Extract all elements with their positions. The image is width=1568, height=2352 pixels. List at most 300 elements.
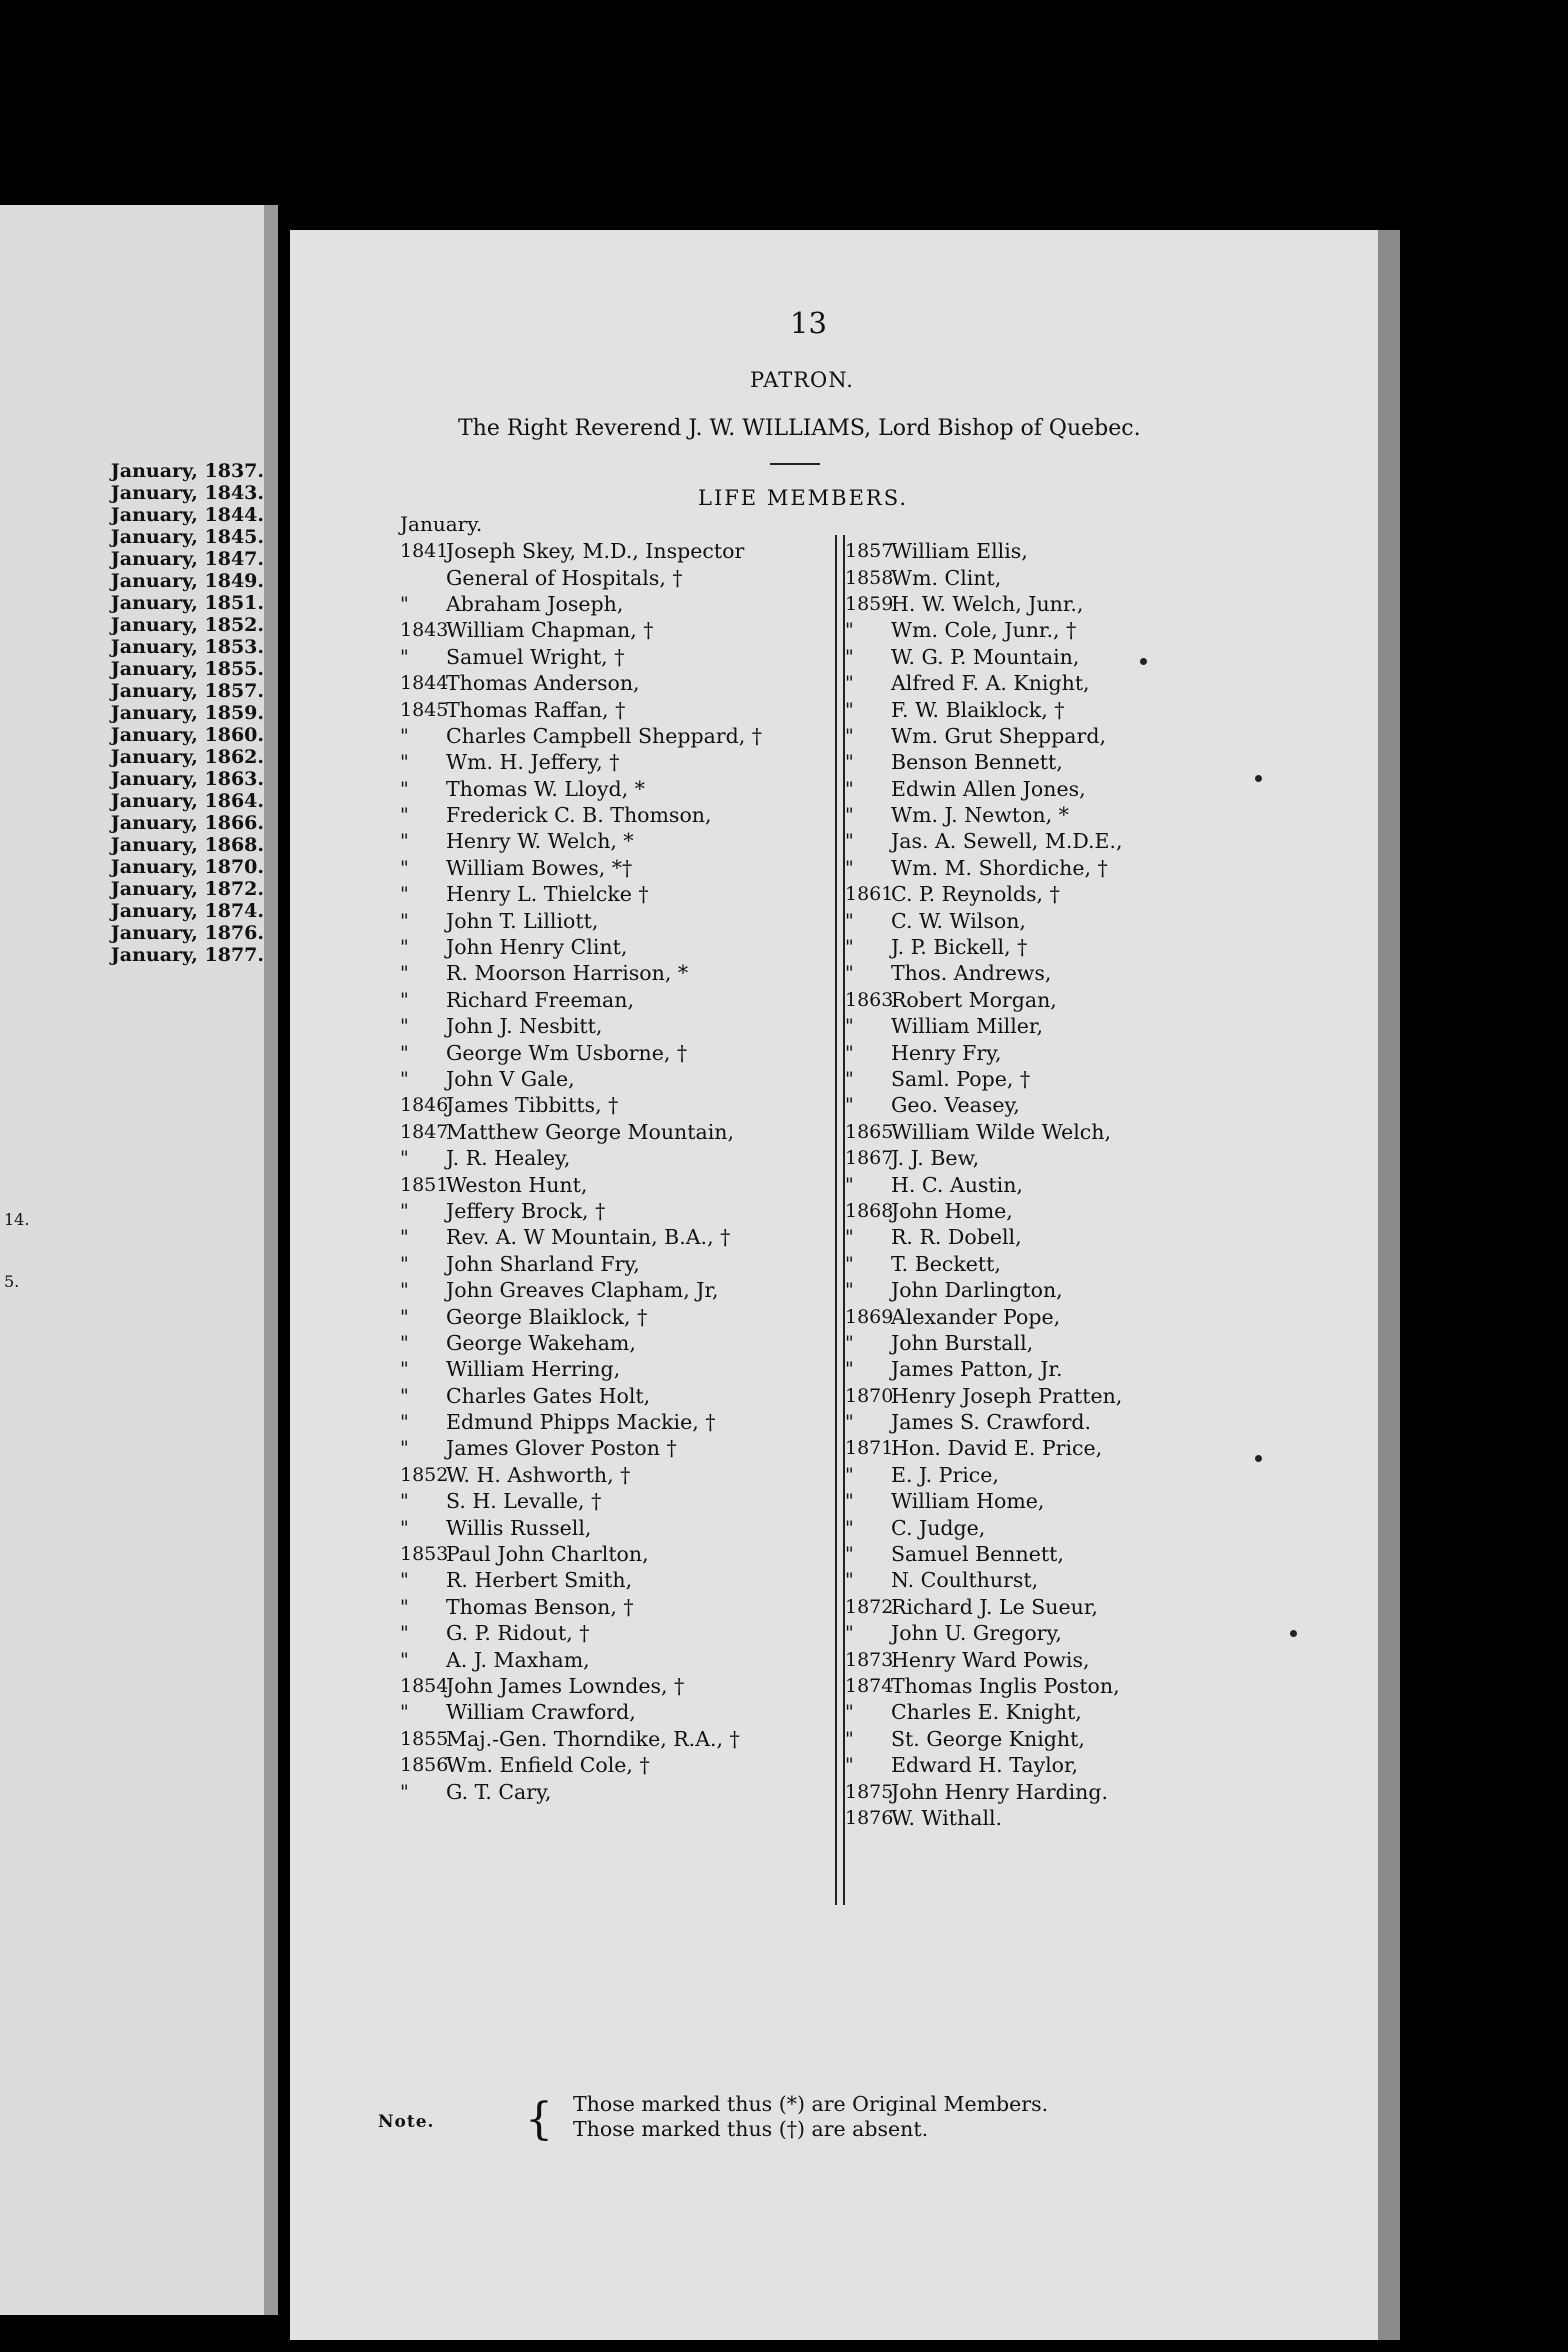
member-year: " (400, 1015, 409, 1038)
member-year: 1853 (400, 1543, 449, 1566)
member-row (400, 538, 830, 564)
left-date-entry: January, 1876. (110, 922, 264, 944)
member-row (400, 802, 830, 828)
member-year: " (400, 1252, 409, 1275)
member-name: James S. Crawford. (891, 1410, 1092, 1435)
left-date-entry: January, 1868. (110, 834, 264, 856)
patron-line: The Right Reverend J. W. WILLIAMS, Lord Bishop of Quebec. (458, 416, 1141, 441)
member-name: W. Withall. (891, 1805, 1003, 1830)
member-row (400, 1462, 830, 1488)
member-name: J. P. Bickell, † (891, 935, 1028, 960)
member-year: " (400, 1780, 409, 1803)
member-year: " (845, 751, 854, 774)
left-date-entry: January, 1844. (110, 504, 264, 526)
member-name: George Wakeham, (446, 1330, 636, 1355)
member-name: John U. Gregory, (891, 1621, 1062, 1646)
member-name: John V Gale, (446, 1067, 575, 1091)
member-year: " (400, 1437, 409, 1460)
member-name: Jas. A. Sewell, M.D.E., (891, 829, 1123, 854)
left-date-entry: January, 1864. (110, 790, 264, 812)
member-row (400, 1330, 830, 1356)
left-date-entry: January, 1874. (110, 900, 264, 922)
member-name: Frederick C. B. Thomson, (446, 803, 712, 828)
member-name: Paul John Charlton, (446, 1542, 649, 1567)
member-name: W. H. Ashworth, † (446, 1462, 631, 1487)
member-row (400, 1013, 830, 1039)
member-year: " (400, 1411, 409, 1434)
member-year: " (845, 1569, 854, 1592)
member-name: W. G. P. Mountain, (891, 644, 1080, 669)
member-year: 1855 (400, 1727, 449, 1750)
member-row (400, 934, 830, 960)
member-name: Thomas W. Lloyd, * (446, 776, 645, 801)
left-fragment: 14. (4, 1210, 30, 1229)
member-year: " (400, 1516, 409, 1539)
member-name: William Wilde Welch, (891, 1119, 1111, 1144)
member-name: Edmund Phipps Mackie, † (446, 1410, 716, 1435)
member-year: 1876 (845, 1806, 894, 1829)
member-year: " (845, 672, 854, 695)
member-name: Benson Bennett, (891, 750, 1063, 775)
member-row (400, 670, 830, 696)
member-name: John Home, (891, 1198, 1013, 1223)
member-row (400, 1752, 830, 1778)
member-row (845, 1805, 1305, 1831)
member-year: 1861 (845, 883, 894, 906)
member-year: " (845, 1279, 854, 1302)
member-row (400, 828, 830, 854)
member-row (845, 1251, 1305, 1277)
member-name: Wm. J. Newton, * (891, 803, 1069, 828)
member-year: 1872 (845, 1595, 894, 1618)
member-year: 1871 (845, 1437, 894, 1460)
member-year: 1865 (845, 1120, 894, 1143)
member-name: C. P. Reynolds, † (891, 882, 1060, 907)
member-year: " (400, 1569, 409, 1592)
page-number: 13 (790, 306, 827, 340)
member-name: Hon. David E. Price, (891, 1436, 1103, 1461)
member-row (400, 1726, 830, 1752)
member-name: Wm. M. Shordiche, † (891, 855, 1108, 880)
note-label: Note. (378, 2112, 435, 2132)
member-name: General of Hospitals, † (446, 565, 683, 590)
member-name: R. Herbert Smith, (446, 1568, 633, 1593)
member-name: Joseph Skey, M.D., Inspector (446, 539, 745, 564)
member-row (845, 1752, 1305, 1778)
member-row (400, 1145, 830, 1171)
member-name: Richard Freeman, (446, 987, 635, 1012)
member-year: " (845, 936, 854, 959)
member-name: Wm. Clint, (891, 565, 1002, 590)
member-row (400, 1119, 830, 1145)
member-year: " (845, 962, 854, 985)
member-year: 1857 (845, 540, 894, 563)
member-name: Charles Gates Holt, (446, 1383, 651, 1408)
member-row (400, 1620, 830, 1646)
member-row (400, 1383, 830, 1409)
member-name: Wm. Enfield Cole, † (446, 1753, 650, 1778)
member-name: Willis Russell, (446, 1515, 592, 1540)
member-name: Abraham Joseph, (446, 591, 624, 616)
member-year: " (400, 1226, 409, 1249)
member-name: Thomas Anderson, (446, 671, 640, 696)
members-column-right (845, 538, 1305, 1831)
left-page (0, 205, 278, 2315)
member-name: C. W. Wilson, (891, 908, 1026, 933)
member-row (845, 670, 1305, 696)
member-row (400, 749, 830, 775)
member-year: " (400, 592, 409, 615)
ink-speck (1290, 1630, 1297, 1637)
left-fragment: 5. (4, 1272, 20, 1291)
left-date-entry: January, 1843. (110, 482, 264, 504)
ink-speck (1255, 1455, 1262, 1462)
member-year: " (400, 1384, 409, 1407)
member-year: 1851 (400, 1173, 449, 1196)
member-name: C. Judge, (891, 1515, 986, 1540)
column-divider (835, 535, 845, 1905)
member-name: R. Moorson Harrison, * (446, 961, 689, 986)
member-row (845, 1198, 1305, 1224)
member-row (400, 1092, 830, 1118)
left-date-entry: January, 1845. (110, 526, 264, 548)
member-row (845, 881, 1305, 907)
member-name: Edward H. Taylor, (891, 1753, 1079, 1778)
left-date-entry: January, 1872. (110, 878, 264, 900)
member-row (400, 1224, 830, 1250)
member-year: " (400, 1358, 409, 1381)
member-year: " (845, 1015, 854, 1038)
member-row (845, 828, 1305, 854)
member-row (845, 776, 1305, 802)
member-name: J. R. Healey, (446, 1146, 571, 1171)
member-row (845, 1778, 1305, 1804)
member-year: " (400, 777, 409, 800)
member-name: J. J. Bew, (891, 1146, 980, 1171)
member-name: Wm. Grut Sheppard, (891, 723, 1106, 748)
members-column-left (400, 538, 830, 1805)
member-name: John James Lowndes, † (446, 1673, 685, 1698)
member-year: " (845, 1463, 854, 1486)
member-year: 1869 (845, 1305, 894, 1328)
member-name: Henry Ward Powis, (891, 1647, 1090, 1672)
member-row (845, 1541, 1305, 1567)
member-row (845, 749, 1305, 775)
member-year: " (845, 1358, 854, 1381)
member-name: Wm. Cole, Junr., † (891, 618, 1077, 643)
member-year: " (845, 1490, 854, 1513)
member-name: Thomas Raffan, † (446, 697, 626, 722)
member-row (400, 1277, 830, 1303)
member-year: " (845, 1727, 854, 1750)
left-date-entry: January, 1877. (110, 944, 264, 966)
member-name: John Darlington, (891, 1278, 1063, 1303)
member-year: " (400, 645, 409, 668)
member-row (845, 591, 1305, 617)
member-row (400, 1594, 830, 1620)
member-name: Alfred F. A. Knight, (891, 671, 1090, 696)
member-row (845, 1646, 1305, 1672)
member-name: H. C. Austin, (891, 1172, 1023, 1197)
member-name: Samuel Bennett, (891, 1542, 1064, 1567)
life-members-heading: LIFE MEMBERS. (698, 486, 909, 510)
member-name: John Henry Harding. (891, 1779, 1109, 1804)
member-row (400, 1514, 830, 1540)
member-row (400, 907, 830, 933)
member-year: " (400, 1147, 409, 1170)
member-name: Henry W. Welch, * (446, 829, 634, 854)
member-year: " (845, 856, 854, 879)
member-year: " (400, 1331, 409, 1354)
member-name: Henry Joseph Pratten, (891, 1383, 1123, 1408)
left-date-entry: January, 1866. (110, 812, 264, 834)
right-page (290, 230, 1400, 2340)
member-year: " (845, 724, 854, 747)
member-year: " (845, 1622, 854, 1645)
member-year: " (400, 1279, 409, 1302)
member-year: 1846 (400, 1094, 449, 1117)
member-row (845, 1356, 1305, 1382)
member-name: Weston Hunt, (446, 1172, 588, 1197)
member-row (845, 1726, 1305, 1752)
member-row (845, 696, 1305, 722)
note-line-original: Those marked thus (*) are Original Members. (573, 2092, 1049, 2116)
member-year: 1854 (400, 1674, 449, 1697)
member-name: Saml. Pope, † (891, 1067, 1031, 1091)
member-name: Alexander Pope, (891, 1304, 1061, 1329)
member-year: 1859 (845, 592, 894, 615)
member-row (845, 855, 1305, 881)
member-year: " (845, 830, 854, 853)
member-row (400, 960, 830, 986)
member-row (400, 1541, 830, 1567)
member-name: H. W. Welch, Junr., (891, 591, 1084, 616)
member-year: " (400, 1622, 409, 1645)
member-name: Richard J. Le Sueur, (891, 1594, 1098, 1619)
member-name: James Tibbitts, † (446, 1093, 619, 1118)
member-year: " (845, 1094, 854, 1117)
patron-heading: PATRON. (750, 368, 854, 392)
member-name: E. J. Price, (891, 1462, 999, 1487)
member-row (400, 776, 830, 802)
member-year: " (845, 909, 854, 932)
member-row (845, 1699, 1305, 1725)
member-row (400, 1673, 830, 1699)
member-row (845, 1383, 1305, 1409)
member-year: " (845, 1516, 854, 1539)
member-row (400, 591, 830, 617)
member-row (845, 987, 1305, 1013)
member-name: F. W. Blaiklock, † (891, 697, 1065, 722)
member-year: " (845, 1543, 854, 1566)
left-date-entry: January, 1862. (110, 746, 264, 768)
member-row (400, 1699, 830, 1725)
member-row (400, 1646, 830, 1672)
member-name: G. T. Cary, (446, 1779, 552, 1804)
member-year: " (845, 1754, 854, 1777)
member-name: William Bowes, *† (446, 855, 633, 880)
member-name: John Henry Clint, (446, 935, 628, 960)
member-row (845, 1224, 1305, 1250)
member-year: 1844 (400, 672, 449, 695)
member-year: 1867 (845, 1147, 894, 1170)
member-year: " (400, 830, 409, 853)
member-name: George Wm Usborne, † (446, 1040, 688, 1065)
member-year: " (845, 619, 854, 642)
member-row (845, 1066, 1305, 1092)
member-year: " (845, 1701, 854, 1724)
member-row (400, 1778, 830, 1804)
member-row (400, 1567, 830, 1593)
member-row (845, 1488, 1305, 1514)
left-date-entry: January, 1847. (110, 548, 264, 570)
member-year: " (845, 645, 854, 668)
member-row (845, 1171, 1305, 1197)
member-name: N. Coulthurst, (891, 1568, 1039, 1593)
member-row (845, 1092, 1305, 1118)
left-date-entry: January, 1863. (110, 768, 264, 790)
member-year: " (400, 988, 409, 1011)
member-row (400, 1039, 830, 1065)
member-year: " (400, 1068, 409, 1090)
member-year: 1863 (845, 988, 894, 1011)
member-row (845, 1462, 1305, 1488)
member-year: " (400, 804, 409, 827)
left-date-entry: January, 1860. (110, 724, 264, 746)
member-row (400, 1066, 830, 1092)
member-name: John J. Nesbitt, (446, 1014, 603, 1039)
member-year: 1847 (400, 1120, 449, 1143)
member-year: 1875 (845, 1780, 894, 1803)
member-year: " (845, 1068, 854, 1090)
note-lines (573, 2092, 1048, 2142)
member-row (845, 1013, 1305, 1039)
member-name: Maj.-Gen. Thorndike, R.A., † (446, 1726, 740, 1751)
month-label: January. (400, 512, 483, 536)
ink-speck (1140, 658, 1147, 665)
member-name: William Home, (891, 1489, 1045, 1514)
member-year: 1873 (845, 1648, 894, 1671)
member-year: " (845, 777, 854, 800)
member-year: 1868 (845, 1199, 894, 1222)
member-name: Wm. H. Jeffery, † (446, 750, 620, 775)
member-row (845, 907, 1305, 933)
member-year: " (845, 1331, 854, 1354)
member-row (400, 1171, 830, 1197)
member-year: " (400, 936, 409, 959)
member-name: Rev. A. W Mountain, B.A., † (446, 1225, 731, 1250)
member-name: James Patton, Jr. (891, 1357, 1063, 1382)
member-name: Thomas Inglis Poston, (891, 1673, 1120, 1698)
member-year: " (845, 1252, 854, 1275)
member-name: William Chapman, † (446, 618, 654, 643)
member-year: " (400, 1701, 409, 1724)
member-year: " (400, 1490, 409, 1513)
member-name: Charles E. Knight, (891, 1700, 1082, 1725)
member-row (845, 1039, 1305, 1065)
left-date-entry: January, 1859. (110, 702, 264, 724)
left-date-entry: January, 1870. (110, 856, 264, 878)
heading-rule (770, 463, 820, 465)
brace-icon: { (525, 2094, 553, 2145)
page-gutter (264, 205, 278, 2315)
member-year: " (845, 1411, 854, 1434)
member-name: Thos. Andrews, (891, 961, 1052, 986)
member-name: Samuel Wright, † (446, 644, 625, 669)
member-year: 1874 (845, 1674, 894, 1697)
member-year: 1870 (845, 1384, 894, 1407)
member-row (845, 960, 1305, 986)
member-year: " (845, 1226, 854, 1249)
member-year: " (400, 751, 409, 774)
member-name: Charles Campbell Sheppard, † (446, 723, 763, 748)
member-name: William Miller, (891, 1014, 1043, 1039)
member-row (845, 1435, 1305, 1461)
member-row (845, 723, 1305, 749)
member-row (400, 1303, 830, 1329)
member-row (845, 1514, 1305, 1540)
left-date-list (2, 460, 264, 966)
left-date-entry: January, 1849. (110, 570, 264, 592)
member-name: T. Beckett, (891, 1251, 1001, 1276)
member-row (400, 987, 830, 1013)
member-name: A. J. Maxham, (446, 1647, 590, 1672)
member-row (400, 855, 830, 881)
member-year: " (400, 1648, 409, 1671)
member-year: 1856 (400, 1754, 449, 1777)
member-year: " (845, 698, 854, 721)
member-row (845, 1620, 1305, 1646)
member-year: 1858 (845, 566, 894, 589)
member-name: John Greaves Clapham, Jr, (446, 1278, 719, 1303)
left-date-entry: January, 1857. (110, 680, 264, 702)
member-name: Robert Morgan, (891, 987, 1057, 1012)
member-row (845, 1303, 1305, 1329)
member-row (400, 1435, 830, 1461)
member-year: " (845, 804, 854, 827)
member-row (845, 802, 1305, 828)
member-year: " (400, 962, 409, 985)
member-row (400, 644, 830, 670)
member-row (845, 1119, 1305, 1145)
member-year: 1845 (400, 698, 449, 721)
member-name: S. H. Levalle, † (446, 1489, 602, 1514)
member-name: G. P. Ridout, † (446, 1621, 590, 1646)
member-year: " (400, 909, 409, 932)
page-edge-shadow (1378, 230, 1400, 2340)
member-year: " (400, 1199, 409, 1222)
member-year: " (400, 1041, 409, 1064)
member-row (400, 1251, 830, 1277)
member-row (845, 1673, 1305, 1699)
member-row (400, 1198, 830, 1224)
member-name: Jeffery Brock, † (446, 1198, 606, 1223)
member-row (845, 617, 1305, 643)
member-name: William Crawford, (446, 1700, 636, 1725)
member-name: William Herring, (446, 1357, 621, 1382)
member-row (845, 538, 1305, 564)
note-line-absent: Those marked thus (†) are absent. (573, 2117, 929, 2141)
member-row (400, 1488, 830, 1514)
member-row (845, 644, 1305, 670)
member-name: Matthew George Mountain, (446, 1119, 734, 1144)
member-name: John Burstall, (891, 1330, 1034, 1355)
left-date-entry: January, 1855. (110, 658, 264, 680)
member-year: 1852 (400, 1463, 449, 1486)
member-name: Thomas Benson, † (446, 1594, 634, 1619)
member-year: " (845, 1041, 854, 1064)
member-year: " (400, 856, 409, 879)
